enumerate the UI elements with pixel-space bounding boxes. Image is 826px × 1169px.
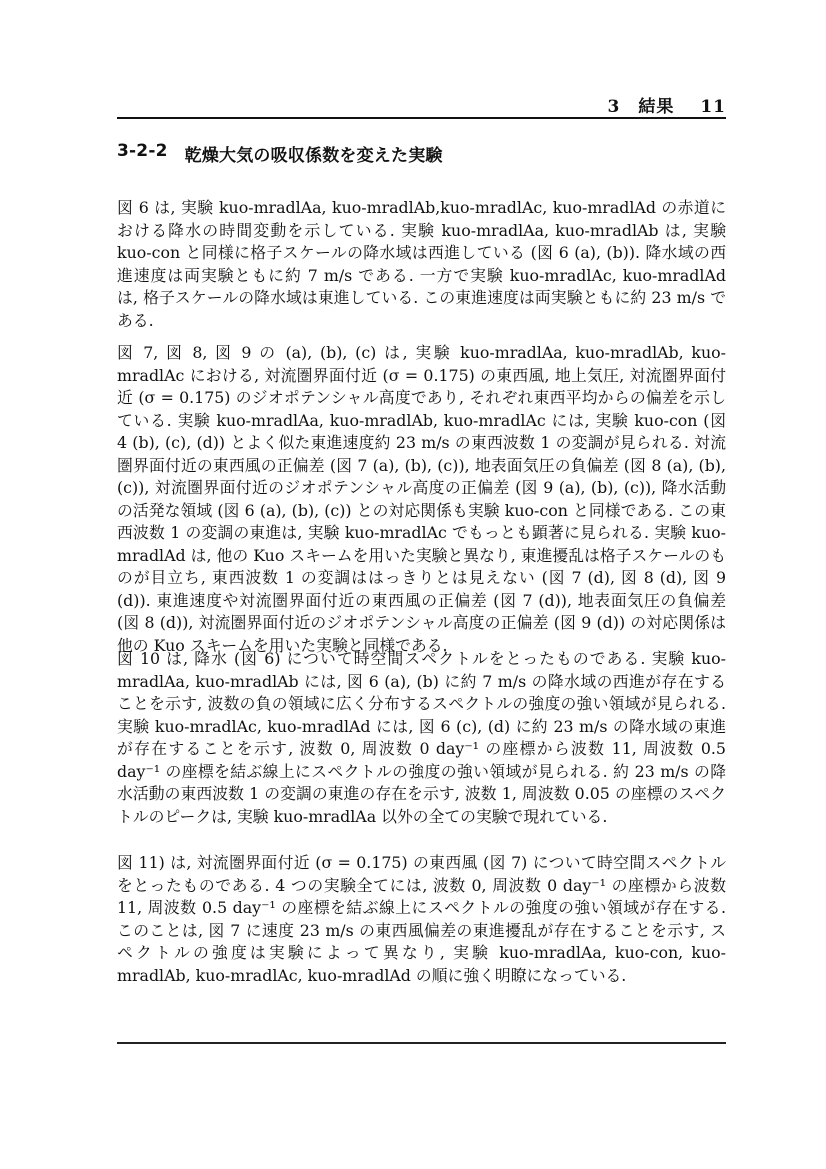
header-page-number: 11 (700, 97, 726, 117)
paragraph-figures7-8-9-deviations: 図 7, 図 8, 図 9 の (a), (b), (c) は, 実験 kuo-mradlAa, kuo-mradlAb, kuo-mradlAc における, 対流圏界面付近 (σ = 0.175) の東西風, 地上気圧, 対流圏界面付近 (σ = 0.175) のジオポテンシャル高度であり, それぞれ東西平均からの偏差を示している. 実験 kuo-mradlAa, kuo-mradlAb, kuo-mradlAc には, 実験 kuo-con (図 4 (b), (c), (d)) とよく似た東進速度約 23 m/s の東西波数 1 の変調が見られる. 対流圏界面付近の東西風の正偏差 (図 7 (a), (b), (c)), 地表面気圧の負偏差 (図 8 (a), (b), (c)), 対流圏界面付近のジオポテンシャル高度の正偏差 (図 9 (a), (b), (c)), 降水活動の活発な領域 (図 6 (a), (b), (c)) との対応関係も実験 kuo-con と同様である. この東西波数 1 の変調の東進は, 実験 kuo-mradlAc でもっとも顕著に見られる. 実験 kuo-mradlAd は, 他の Kuo スキームを用いた実験と異なり, 東進擾乱は格子スケールのものが目立ち, 東西波数 1 の変調ははっきりとは見えない (図 7 (d), 図 8 (d), 図 9 (d)). 東進速度や対流圏界面付近の東西風の正偏差 (図 7 (d)), 地表面気圧の負偏差 (図 8 (d)), 対流圏界面付近のジオポテンシャル高度の正偏差 (図 9 (d)) の対応関係は他の Kuo スキームを用いた実験と同様である. (117, 343, 726, 655)
subsection-number: 3-2-2 (117, 141, 168, 161)
subsection-title: 乾燥大気の吸収係数を変えた実験 (184, 146, 443, 166)
header-section-title: 3 結果 (607, 97, 675, 117)
paragraph-figure6-precipitation: 図 6 は, 実験 kuo-mradlAa, kuo-mradlAb,kuo-mradlAc, kuo-mradlAd の赤道における降水の時間変動を示している. 実験 kuo-mradlAa, kuo-mradlAb は, 実験 kuo-con と同様に格子スケールの降水域は西進している (図 6 (a), (b)). 降水域の西進速度は両実験ともに約 7 m/s である. 一方で実験 kuo-mradlAc, kuo-mradlAd は, 格子スケールの降水域は東進している. この東進速度は両実験ともに約 23 m/s である. (117, 198, 726, 330)
footer-rule (117, 1042, 726, 1044)
header-rule (117, 117, 726, 119)
paragraph-figure11-spectrum: 図 11) は, 対流圏界面付近 (σ = 0.175) の東西風 (図 7) について時空間スペクトルをとったものである. 4 つの実験全てには, 波数 0, 周波数 0 day⁻¹ の座標から波数 11, 周波数 0.5 day⁻¹ の座標を結ぶ線上にスペクトルの強度の強い領域が存在する. このことは, 図 7 に速度 23 m/s の東西風偏差の東進擾乱が存在することを示す, スペクトルの強度は実験によって異なり, 実験 kuo-mradlAa, kuo-con, kuo-mradlAb, kuo-mradlAc, kuo-mradlAd の順に強く明瞭になっている. (117, 853, 726, 985)
running-header (117, 92, 726, 117)
paragraph-figure10-spectrum: 図 10 は, 降水 (図 6) について時空間スペクトルをとったものである. 実験 kuo-mradlAa, kuo-mradlAb には, 図 6 (a), (b) に約 7 m/s の降水域の西進が存在することを示す, 波数の負の領域に広く分布するスペクトルの強度の強い領域が見られる. 実験 kuo-mradlAc, kuo-mradlAd には, 図 6 (c), (d) に約 23 m/s の降水域の東進が存在することを示す, 波数 0, 周波数 0 day⁻¹ の座標から波数 11, 周波数 0.5 day⁻¹ の座標を結ぶ線上にスペクトルの強度の強い領域が見られる. 約 23 m/s の降水活動の東西波数 1 の変調の東進の存在を示す, 波数 1, 周波数 0.05 の座標のスペクトルのピークは, 実験 kuo-mradlAa 以外の全ての実験で現れている. (117, 649, 726, 826)
subsection-heading (117, 141, 726, 166)
